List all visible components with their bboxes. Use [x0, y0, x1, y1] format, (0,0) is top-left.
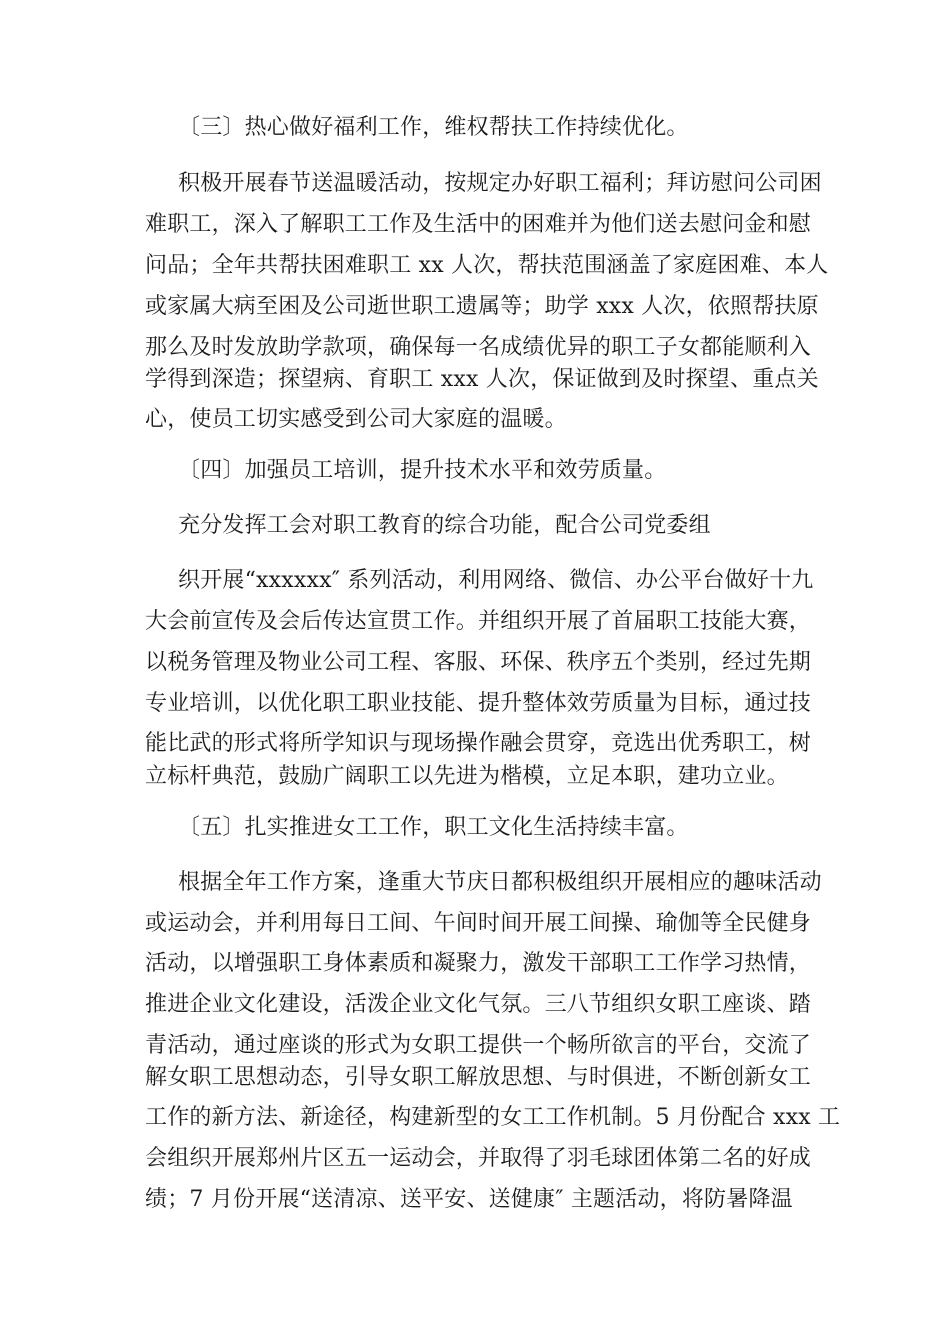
paragraph-line: 工作的新方法、新途径，构建新型的女工工作机制。5 月份配合 xxx 工	[145, 1105, 841, 1130]
paragraph-line: 或家属大病至困及公司逝世职工遗属等；助学 xxx 人次，依照帮扶原	[145, 294, 819, 319]
paragraph-line: 立标杆典范，鼓励广阔职工以先进为楷模，立足本职，建功立业。	[145, 764, 789, 789]
paragraph-line: 积极开展春节送温暖活动，按规定办好职工福利；拜访慰问公司困	[178, 171, 822, 196]
paragraph-line: 会组织开展郑州片区五一运动会，并取得了羽毛球团体第二名的好成	[145, 1146, 812, 1171]
section-heading-4: 〔四〕加强员工培训，提升技术水平和效劳质量。	[178, 458, 667, 483]
paragraph-line: 活动，以增强职工身体素质和凝聚力，激发干部职工工作学习热情，	[145, 951, 812, 976]
paragraph-line: 或运动会，并利用每日工间、午间时间开展工间操、瑜伽等全民健身	[145, 911, 812, 936]
paragraph-line: 青活动，通过座谈的形式为女职工提供一个畅所欲言的平台，交流了	[145, 1033, 812, 1058]
paragraph-line: 心，使员工切实感受到公司大家庭的温暖。	[145, 407, 567, 432]
paragraph-line: 那么及时发放助学款项，确保每一名成绩优异的职工子女都能顺利入	[145, 335, 812, 360]
paragraph-line: 充分发挥工会对职工教育的综合功能，配合公司党委组	[178, 513, 711, 538]
section-heading-5: 〔五〕扎实推进女工工作，职工文化生活持续丰富。	[178, 815, 689, 840]
paragraph-line: 能比武的形式将所学知识与现场操作融会贯穿，竞选出优秀职工，树	[145, 731, 812, 756]
paragraph-line: 专业培训，以优化职工职业技能、提升整体效劳质量为目标，通过技	[145, 691, 812, 716]
paragraph-line: 推进企业文化建设，活泼企业文化气氛。三八节组织女职工座谈、踏	[145, 992, 812, 1017]
paragraph-line: 解女职工思想动态，引导女职工解放思想、与时俱进，不断创新女工	[145, 1065, 812, 1090]
paragraph-line: 根据全年工作方案，逢重大节庆日都积极组织开展相应的趣味活动	[178, 870, 822, 895]
paragraph-line: 大会前宣传及会后传达宣贯工作。并组织开展了首届职工技能大赛，	[145, 609, 812, 634]
paragraph-line: 绩；7 月份开展“送清凉、送平安、送健康″ 主题活动，将防暑降温	[145, 1187, 793, 1212]
paragraph-line: 织开展“xxxxxx″ 系列活动，利用网络、微信、办公平台做好十九	[178, 568, 814, 593]
paragraph-line: 学得到深造；探望病、育职工 xxx 人次，保证做到及时探望、重点关	[145, 367, 819, 392]
paragraph-line: 以税务管理及物业公司工程、客服、环保、秩序五个类别，经过先期	[145, 650, 812, 675]
section-heading-3: 〔三〕热心做好福利工作，维权帮扶工作持续优化。	[178, 115, 689, 140]
paragraph-line: 问品；全年共帮扶困难职工 xx 人次，帮扶范围涵盖了家庭困难、本人	[145, 253, 829, 278]
paragraph-line: 难职工，深入了解职工工作及生活中的困难并为他们送去慰问金和慰	[145, 212, 812, 237]
